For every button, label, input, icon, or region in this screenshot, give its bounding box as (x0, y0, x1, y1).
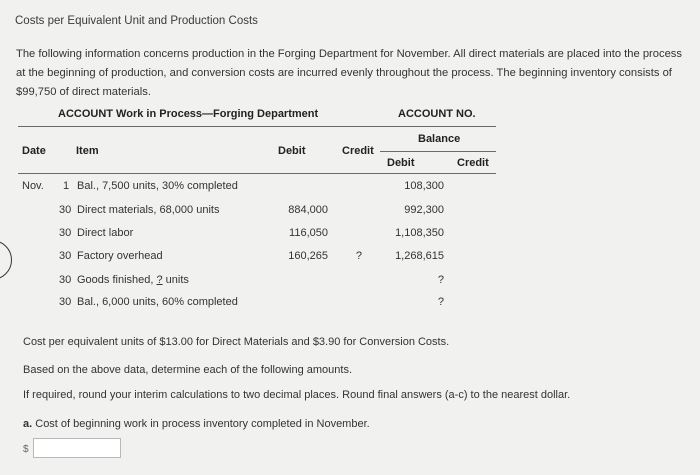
question-a-label: a. (23, 418, 33, 430)
row-item (77, 180, 238, 192)
row-day: 1 (63, 180, 70, 192)
question-a-text: Cost of beginning work in process inventory completed in November. (35, 418, 370, 430)
row-debit: 160,265 (288, 250, 328, 262)
row-item-text: Bal., 6,000 units, 60% completed (77, 296, 238, 308)
row-item (77, 227, 133, 239)
row-item-unknown: ? (156, 274, 163, 286)
row-debit: 884,000 (288, 204, 328, 216)
row-day: 30 (59, 204, 72, 216)
col-item: Item (76, 145, 99, 157)
row-day: 30 (59, 296, 72, 308)
col-balance-credit: Credit (457, 157, 489, 169)
ledger-header-rule (18, 173, 496, 174)
cost-note: Cost per equivalent units of $13.00 for Direct Materials and $3.90 for Conversion Costs. (23, 336, 450, 348)
row-balance-debit: 992,300 (404, 204, 444, 216)
account-number-label: ACCOUNT NO. (398, 108, 476, 120)
row-item (77, 250, 163, 262)
answer-a-input[interactable] (33, 438, 121, 458)
row-day: 30 (59, 227, 72, 239)
row-item (77, 274, 189, 286)
row-item-text: Goods finished, (77, 274, 157, 286)
row-item-text: Direct labor (77, 227, 134, 239)
row-debit: 116,050 (289, 227, 328, 239)
col-debit: Debit (278, 145, 306, 157)
row-item-suffix: units (162, 274, 189, 286)
row-month: Nov. (22, 180, 44, 192)
row-item-text: Bal., 7,500 units, 30% completed (77, 180, 238, 192)
row-item (77, 204, 219, 216)
row-day: 30 (59, 274, 72, 286)
currency-symbol: $ (23, 444, 29, 455)
rounding-note: If required, round your interim calculations to two decimal places. Round final answers (a-c) to the nearest dollar. (23, 389, 571, 401)
row-item (77, 296, 238, 308)
instruction: Based on the above data, determine each of the following amounts. (23, 364, 352, 376)
row-balance-debit: ? (437, 296, 444, 308)
col-credit: Credit (342, 145, 374, 157)
side-arc-decoration (0, 240, 12, 280)
account-title: ACCOUNT Work in Process—Forging Department (58, 108, 319, 120)
ledger-top-rule (18, 126, 496, 127)
problem-intro: The following information concerns production in the Forging Department for November. All direct materials are placed into the process at the beginning of production, and conversion costs are incurred evenly throughout the process. The beginning inventory consists of $99,750 of direct materials. (16, 48, 682, 98)
balance-rule (380, 151, 496, 152)
row-balance-debit: 108,300 (404, 180, 444, 192)
row-item-text: Factory overhead (77, 250, 163, 262)
row-day: 30 (59, 250, 72, 262)
question-a (23, 418, 370, 430)
col-date: Date (22, 145, 46, 157)
row-credit: ? (355, 250, 362, 262)
row-item-text: Direct materials, 68,000 units (77, 204, 220, 216)
problem-heading: Costs per Equivalent Unit and Production Costs (15, 15, 258, 27)
col-balance: Balance (418, 133, 461, 145)
col-balance-debit: Debit (387, 157, 415, 169)
row-balance-debit: ? (437, 274, 444, 286)
row-balance-debit: 1,108,350 (395, 227, 444, 239)
row-balance-debit: 1,268,615 (395, 250, 444, 262)
